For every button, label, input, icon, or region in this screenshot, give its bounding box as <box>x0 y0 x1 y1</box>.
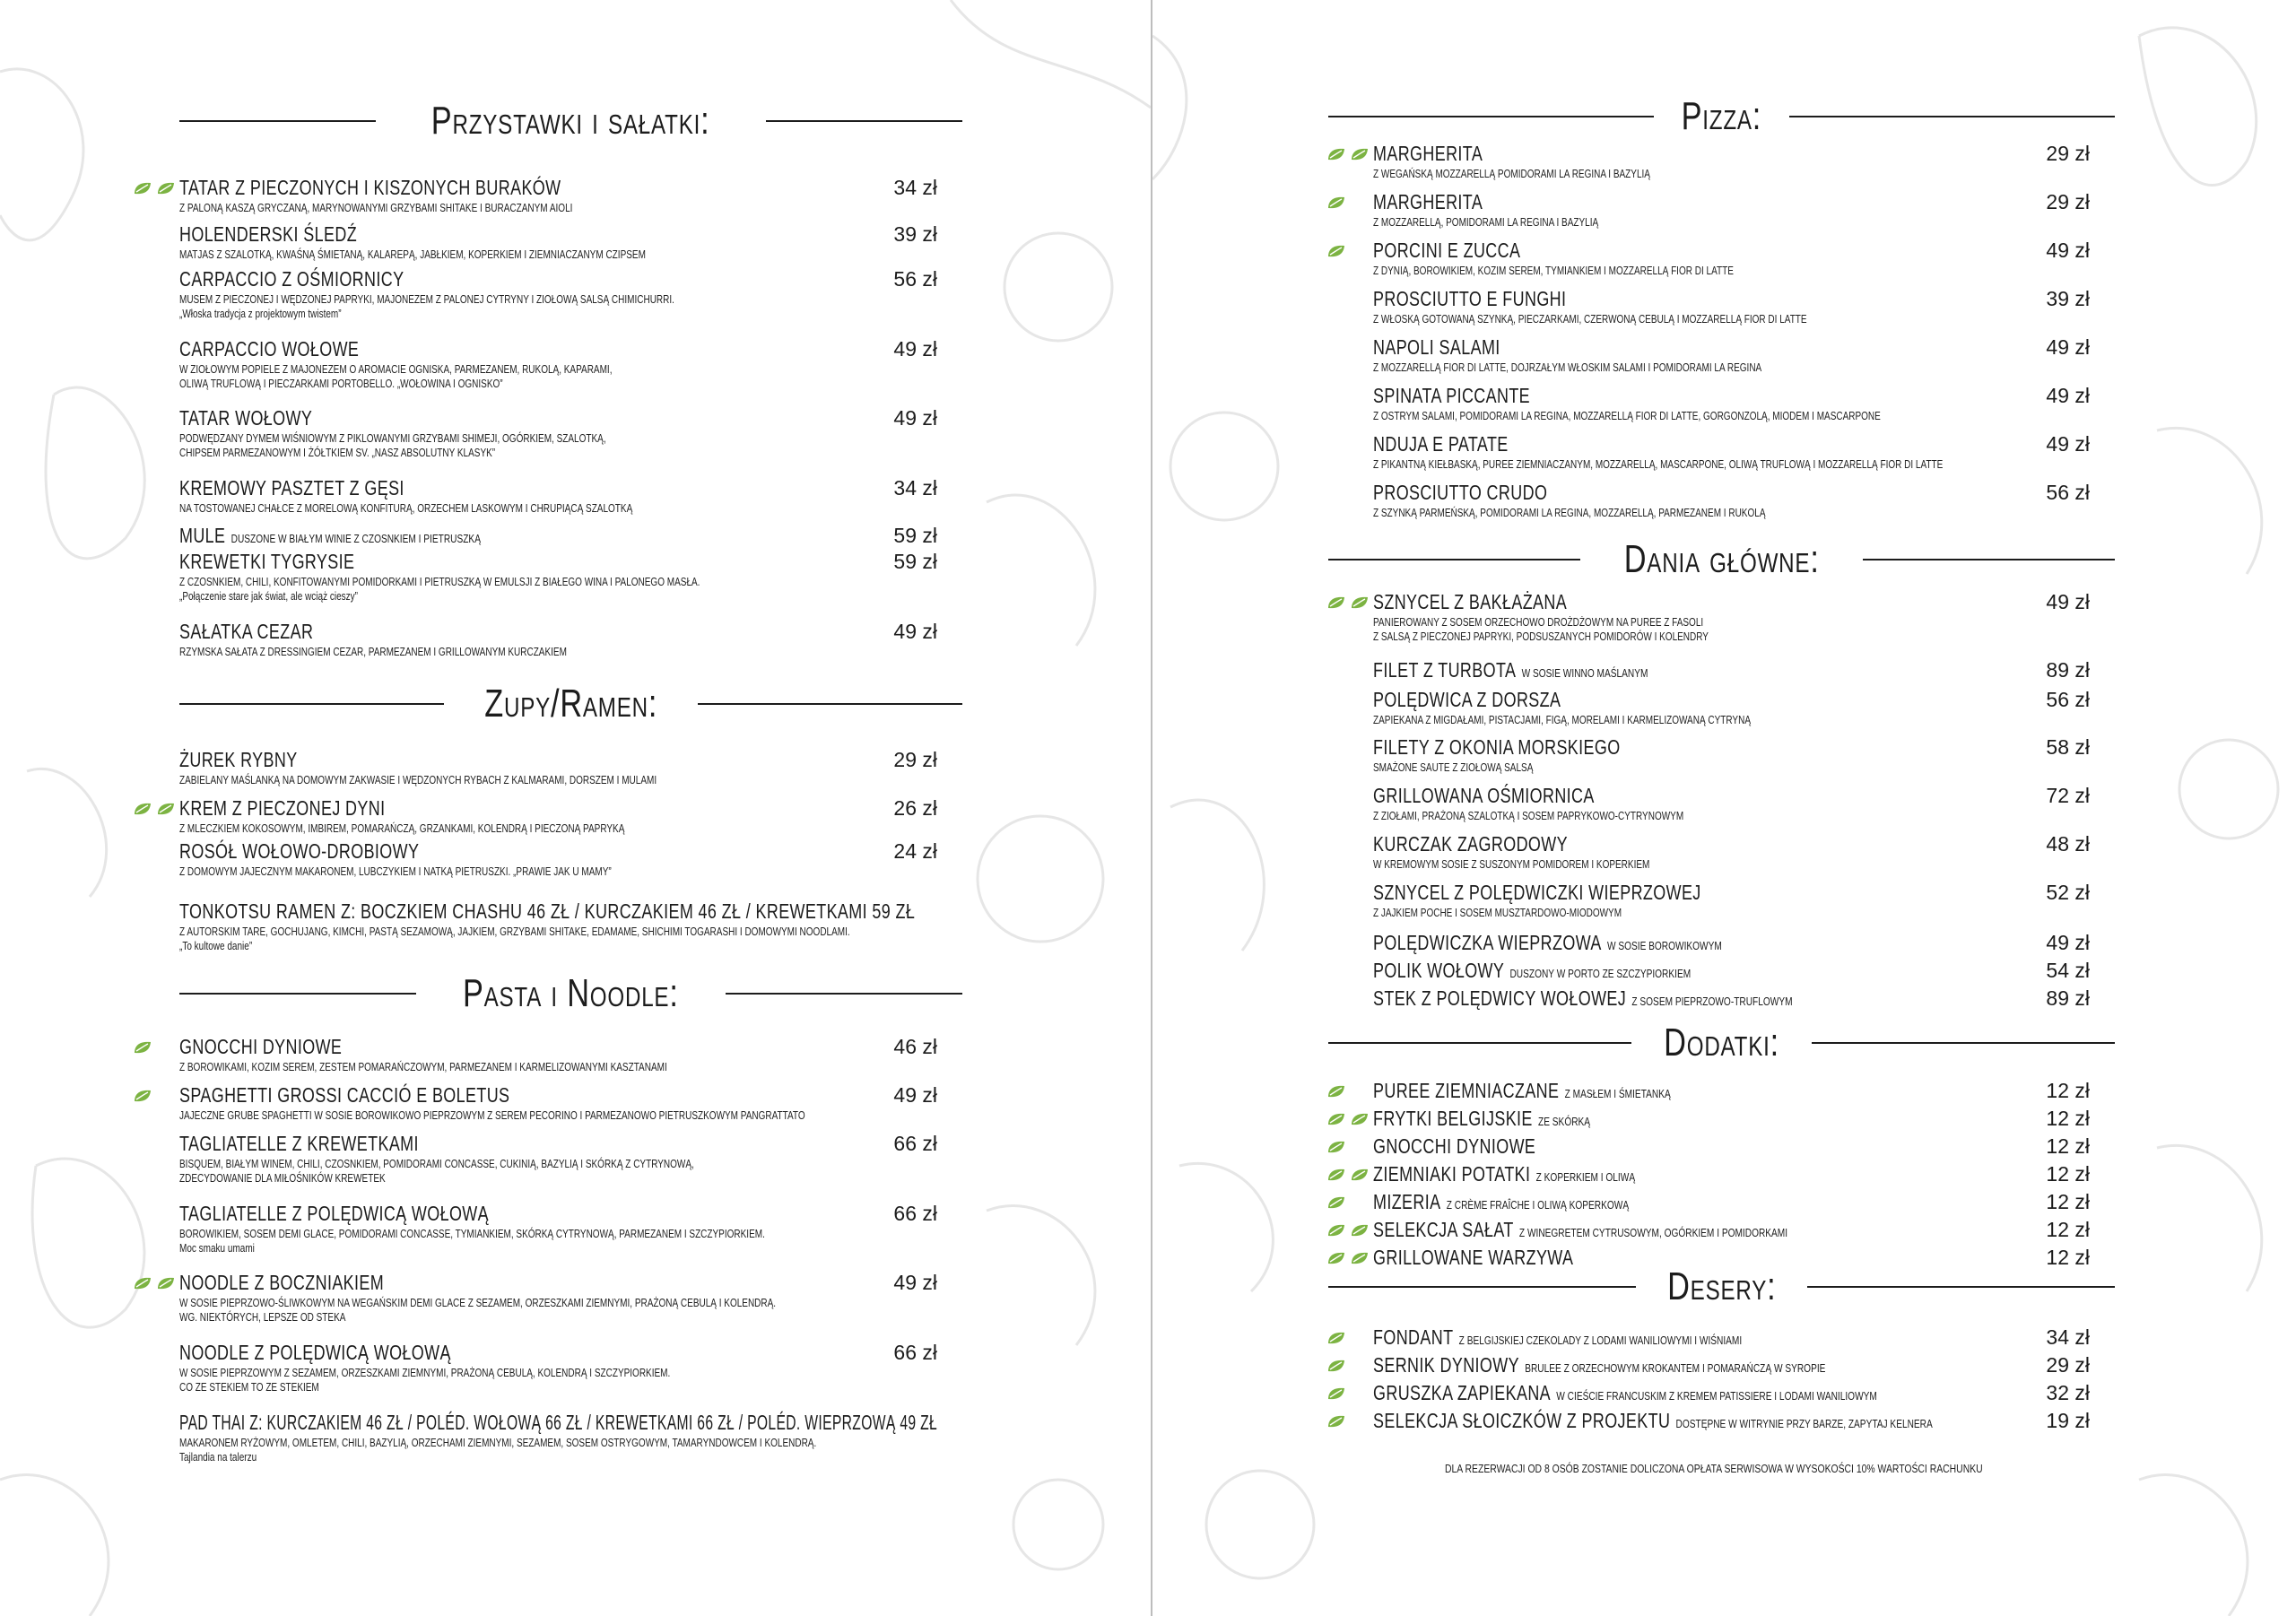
item-description: Z OSTRYM SALAMI, POMIDORAMI LA REGINA, MOZZARELLĄ FIOR DI LATTE, GORGONZOLĄ, MIODEM I MASCARPONE <box>1373 410 1881 422</box>
item-inline-description: BRULEE Z ORZECHOWYM KROKANTEM I POMARAŃCZĄ W SYROPIE <box>1525 1361 1826 1375</box>
section-heading <box>179 682 962 726</box>
item-price: 49 zł <box>893 337 937 361</box>
menu-item <box>1373 1353 2090 1378</box>
heading-rule-left <box>179 703 444 705</box>
menu-item <box>179 1132 937 1186</box>
item-price: 19 zł <box>2046 1409 2090 1432</box>
menu-item <box>1373 832 2090 872</box>
heading-rule-left <box>179 120 376 122</box>
item-name: ROSÓŁ WOŁOWO-DROBIOWY <box>179 839 420 863</box>
vegan-leaf-icon <box>1350 147 1370 161</box>
item-name: STEK Z POLĘDWICY WOŁOWEJ <box>1373 986 1627 1010</box>
vegan-leaf-icon <box>1326 1084 1346 1099</box>
item-description: ZABIELANY MAŚLANKĄ NA DOMOWYM ZAKWASIE I WĘDZONYCH RYBACH Z KALMARAMI, DORSZEM I MULAMI <box>179 774 657 786</box>
menu-item <box>1373 784 2090 823</box>
vegan-leaf-icon <box>1326 1386 1346 1401</box>
vegan-leaf-icon <box>133 1276 152 1290</box>
item-description: Z WEGAŃSKĄ MOZZARELLĄ POMIDORAMI LA REGINA I BAZYLIĄ <box>1373 168 1650 180</box>
item-inline-description: DOSTĘPNE W WITRYNIE PRZY BARZE, ZAPYTAJ KELNERA <box>1675 1417 1933 1430</box>
heading-rule-left <box>1328 559 1580 560</box>
item-price: 58 zł <box>2046 735 2090 759</box>
item-price: 32 zł <box>2046 1381 2090 1404</box>
vegan-leaf-icon <box>1326 195 1346 210</box>
item-price: 49 zł <box>2046 432 2090 456</box>
heading-rule-right <box>726 993 962 995</box>
item-price: 66 zł <box>893 1132 937 1155</box>
vegan-leaf-icon <box>1326 1195 1346 1210</box>
item-description: W SOSIE PIEPRZOWO-ŚLIWKOWYM NA WEGAŃSKIM DEMI GLACE Z SEZAMEM, ORZESZKAMI ZIEMNYMI, PRAŻONĄ CEBULĄ I KOLENDRĄ. <box>179 1297 777 1309</box>
item-description: BOROWIKIEM, SOSEM DEMI GLACE, POMIDORAMI CONCASSE, TYMIANKIEM, SKÓRKĄ CYTRYNOWĄ, PARMEZANEM I SZCZYPIORKIEM. <box>179 1228 765 1240</box>
item-price: 59 zł <box>893 550 937 573</box>
vegan-leaf-icon <box>1326 1414 1346 1429</box>
item-name: GRILLOWANE WARZYWA <box>1373 1246 1574 1269</box>
menu-item <box>179 476 937 516</box>
menu-item <box>179 620 937 659</box>
menu-item <box>1373 1134 2090 1160</box>
item-name: PAD THAI Z: KURCZAKIEM 46 ZŁ / POLÉD. WOŁOWĄ 66 ZŁ / KREWETKAMI 66 ZŁ / POLÉD. WIEPRZOWĄ 49 ZŁ <box>179 1411 938 1434</box>
section-title: Przystawki i sałatki: <box>431 99 710 143</box>
item-description: Z AUTORSKIM TARE, GOCHUJANG, KIMCHI, PASTĄ SEZAMOWĄ, JAJKIEM, GRZYBAMI SHITAKE, EDAMAME, SHICHIMI TOGARASHI I DOMOWYMI NOODLAMI. <box>179 925 850 938</box>
item-price: 12 zł <box>2046 1079 2090 1102</box>
item-description: Z BOROWIKAMI, KOZIM SEREM, ZESTEM POMARAŃCZOWYM, PARMEZANEM I KARMELIZOWANYMI KASZTANAMI <box>179 1061 667 1073</box>
section-title: Pizza: <box>1681 94 1762 138</box>
vegan-leaf-icon <box>1326 147 1346 161</box>
menu-item <box>1373 239 2090 278</box>
item-name: PROSCIUTTO E FUNGHI <box>1373 287 1567 310</box>
vegan-leaf-icon <box>1350 1168 1370 1182</box>
item-name: MIZERIA <box>1373 1190 1441 1213</box>
menu-item <box>1373 658 2090 683</box>
item-price: 29 zł <box>893 748 937 771</box>
vegan-leaf-icon <box>1326 1140 1346 1154</box>
item-description: MATJAS Z SZALOTKĄ, KWAŚNĄ ŚMIETANĄ, KALAREPĄ, JABŁKIEM, KOPERKIEM I ZIEMNIACZANYM CZIPSEM <box>179 248 646 261</box>
item-name: HOLENDERSKI ŚLEDŹ <box>179 222 358 246</box>
menu-item <box>1373 142 2090 181</box>
menu-item <box>1373 1218 2090 1243</box>
heading-rule-left <box>179 993 416 995</box>
item-price: 56 zł <box>2046 688 2090 711</box>
item-description: Z DOMOWYM JAJECZNYM MAKARONEM, LUBCZYKIEM I NATKĄ PIETRUSZKI. „PRAWIE JAK U MAMY” <box>179 865 612 878</box>
item-description: W KREMOWYM SOSIE Z SUSZONYM POMIDOREM I KOPERKIEM <box>1373 858 1650 871</box>
item-description: MUSEM Z PIECZONEJ I WĘDZONEJ PAPRYKI, MAJONEZEM Z PALONEJ CYTRYNY I ZIOŁOWĄ SALSĄ CHIMICHURRI. <box>179 293 674 306</box>
item-price: 49 zł <box>2046 931 2090 954</box>
item-price: 66 zł <box>893 1341 937 1364</box>
item-description: Z PIKANTNĄ KIEŁBASKĄ, PUREE ZIEMNIACZANYM, MOZZARELLĄ, MASCARPONE, OLIWĄ TRUFLOWĄ I MOZZARELLĄ FIOR DI LATTE <box>1373 458 1944 471</box>
menu-item <box>179 222 937 262</box>
menu-item <box>179 176 937 215</box>
item-name: SZNYCEL Z BAKŁAŻANA <box>1373 590 1568 613</box>
item-description: BISQUEM, BIAŁYM WINEM, CHILI, CZOSNKIEM, POMIDORAMI CONCASSE, CUKINIĄ, BAZYLIĄ I SKÓRKĄ Z CYTRYNOWĄ, <box>179 1158 694 1170</box>
heading-rule-right <box>1863 559 2115 560</box>
section-heading <box>1328 1264 2115 1309</box>
item-price: 48 zł <box>2046 832 2090 856</box>
item-description: CHIPSEM PARMEZANOWYM I ŻÓŁTKIEM SV. „NASZ ABSOLUTNY KLASYK” <box>179 447 496 459</box>
item-inline-description: Z KOPERKIEM I OLIWĄ <box>1535 1170 1636 1184</box>
item-name: SZNYCEL Z POLĘDWICZKI WIEPRZOWEJ <box>1373 881 1701 904</box>
item-price: 29 zł <box>2046 142 2090 165</box>
item-description: ZAPIEKANA Z MIGDAŁAMI, PISTACJAMI, FIGĄ, MORELAMI I KARMELIZOWANĄ CYTRYNĄ <box>1373 714 1751 726</box>
item-description: ZDECYDOWANIE DLA MIŁOŚNIKÓW KREWETEK <box>179 1172 386 1185</box>
item-inline-description: Z MASŁEM I ŚMIETANKĄ <box>1564 1087 1671 1100</box>
item-inline-description: Z CRÈME FRAÎCHE I OLIWĄ KOPERKOWĄ <box>1446 1198 1630 1212</box>
menu-item <box>179 748 937 787</box>
item-inline-description: W CIEŚCIE FRANCUSKIM Z KREMEM PATISSIERE I LODAMI WANILIOWYM <box>1556 1389 1877 1403</box>
vegan-leaf-icon <box>133 181 152 195</box>
menu-item <box>179 550 937 604</box>
item-name: SELEKCJA SAŁAT <box>1373 1218 1514 1241</box>
item-description: Z JAJKIEM POCHE I SOSEM MUSZTARDOWO-MIODOWYM <box>1373 907 1622 919</box>
item-note: Tajlandia na talerzu <box>179 1451 257 1464</box>
item-price: 12 zł <box>2046 1107 2090 1130</box>
service-fee-note: DLA REZERWACJI OD 8 OSÓB ZOSTANIE DOLICZONA OPŁATA SERWISOWA W WYSOKOŚCI 10% WARTOŚCI RACHUNKU <box>1445 1462 1983 1475</box>
item-inline-description: DUSZONY W PORTO ZE SZCZYPIORKIEM <box>1509 967 1692 980</box>
item-name: NAPOLI SALAMI <box>1373 335 1500 359</box>
vegan-leaf-icon <box>133 802 152 816</box>
heading-rule-left <box>1328 1042 1631 1044</box>
heading-rule-right <box>766 120 962 122</box>
item-name: FILETY Z OKONIA MORSKIEGO <box>1373 735 1621 759</box>
menu-item <box>1373 1190 2090 1215</box>
vegan-leaf-icon <box>133 1040 152 1055</box>
vegan-leaf-icon <box>1350 1223 1370 1238</box>
item-description: SMAŻONE SAUTE Z ZIOŁOWĄ SALSĄ <box>1373 761 1534 774</box>
vegan-leaf-icon <box>1326 595 1346 610</box>
item-price: 29 zł <box>2046 1353 2090 1377</box>
item-price: 54 zł <box>2046 959 2090 982</box>
item-price: 29 zł <box>2046 190 2090 213</box>
item-name: PORCINI E ZUCCA <box>1373 239 1521 262</box>
item-name: SPAGHETTI GROSSI CACCIÓ E BOLETUS <box>179 1083 510 1107</box>
menu-item <box>1373 1325 2090 1351</box>
item-price: 56 zł <box>2046 481 2090 504</box>
item-name: GRUSZKA ZAPIEKANA <box>1373 1381 1552 1404</box>
vegan-leaf-icon <box>1326 244 1346 258</box>
item-price: 34 zł <box>893 176 937 199</box>
item-description: Z SZYNKĄ PARMEŃSKĄ, POMIDORAMI LA REGINA, MOZZARELLĄ, PARMEZANEM I RUKOLĄ <box>1373 507 1766 519</box>
item-description: Z MOZZARELLĄ FIOR DI LATTE, DOJRZAŁYM WŁOSKIM SALAMI I POMIDORAMI LA REGINA <box>1373 361 1762 374</box>
vegan-leaf-icon <box>1326 1251 1346 1265</box>
menu-item <box>179 796 937 836</box>
item-description: OLIWĄ TRUFLOWĄ I PIECZARKAMI PORTOBELLO. „WOŁOWINA I OGNISKO” <box>179 378 503 390</box>
item-name: FILET Z TURBOTA <box>1373 658 1517 682</box>
item-name: KREM Z PIECZONEJ DYNI <box>179 796 386 820</box>
item-price: 46 zł <box>893 1035 937 1058</box>
item-price: 26 zł <box>893 796 937 820</box>
menu-item <box>179 1341 937 1394</box>
heading-rule-right <box>1807 1286 2115 1288</box>
item-name: SPINATA PICCANTE <box>1373 384 1531 407</box>
item-description: Z PALONĄ KASZĄ GRYCZANĄ, MARYNOWANYMI GRZYBAMI SHITAKE I BURACZANYM AIOLI <box>179 202 573 214</box>
item-description: CO ZE STEKIEM TO ZE STEKIEM <box>179 1381 319 1394</box>
item-name: NOODLE Z BOCZNIAKIEM <box>179 1271 385 1294</box>
menu-item <box>1373 1079 2090 1104</box>
menu-item <box>1373 1162 2090 1187</box>
menu-item <box>1373 931 2090 956</box>
item-name: MULE <box>179 524 226 547</box>
item-description: WG. NIEKTÓRYCH, LEPSZE OD STEKA <box>179 1311 346 1324</box>
section-heading <box>1328 1021 2115 1065</box>
item-name: KREMOWY PASZTET Z GĘSI <box>179 476 404 500</box>
menu-item <box>179 1035 937 1074</box>
section-heading <box>1328 94 2115 139</box>
section-title: Zupy/Ramen: <box>484 682 657 725</box>
item-price: 34 zł <box>893 476 937 500</box>
item-price: 24 zł <box>893 839 937 863</box>
section-heading <box>179 971 962 1016</box>
item-description: NA TOSTOWANEJ CHAŁCE Z MORELOWĄ KONFITURĄ, ORZECHEM LASKOWYM I CHRUPIĄCĄ SZALOTKĄ <box>179 502 633 515</box>
item-price: 49 zł <box>893 406 937 430</box>
item-price: 12 zł <box>2046 1162 2090 1186</box>
item-description: RZYMSKA SAŁATA Z DRESSINGIEM CEZAR, PARMEZANEM I GRILLOWANYM KURCZAKIEM <box>179 646 567 658</box>
heading-rule-right <box>1812 1042 2115 1044</box>
item-price: 66 zł <box>893 1202 937 1225</box>
item-inline-description: W SOSIE BOROWIKOWYM <box>1606 939 1722 952</box>
item-description: W SOSIE PIEPRZOWYM Z SEZAMEM, ORZESZKAMI ZIEMNYMI, PRAŻONĄ CEBULĄ, KOLENDRĄ I SZCZYPIORKIEM. <box>179 1367 671 1379</box>
menu-item <box>1373 1107 2090 1132</box>
menu-item <box>179 337 937 391</box>
menu-page-right <box>1152 0 2296 1616</box>
item-name: TATAR Z PIECZONYCH I KISZONYCH BURAKÓW <box>179 176 561 199</box>
section-title: Pasta i Noodle: <box>463 971 679 1015</box>
item-price: 12 zł <box>2046 1218 2090 1241</box>
item-price: 12 zł <box>2046 1246 2090 1269</box>
menu-item <box>179 406 937 460</box>
menu-item <box>1373 959 2090 984</box>
menu-item <box>1373 384 2090 423</box>
heading-rule-left <box>1328 1286 1636 1288</box>
menu-item <box>1373 432 2090 472</box>
item-price: 12 zł <box>2046 1134 2090 1158</box>
item-description: Z WŁOSKĄ GOTOWANĄ SZYNKĄ, PIECZARKAMI, CZERWONĄ CEBULĄ I MOZZARELLĄ FIOR DI LATTE <box>1373 313 1807 326</box>
item-description: Z MLECZKIEM KOKOSOWYM, IMBIREM, POMARAŃCZĄ, GRZANKAMI, KOLENDRĄ I PIECZONĄ PAPRYKĄ <box>179 822 625 835</box>
item-price: 59 zł <box>893 524 937 547</box>
menu-item <box>1373 335 2090 375</box>
item-name: TONKOTSU RAMEN Z: BOCZKIEM CHASHU 46 ZŁ / KURCZAKIEM 46 ZŁ / KREWETKAMI 59 ZŁ <box>179 899 916 923</box>
item-note: „Połączenie stare jak świat, ale wciąż cieszy” <box>179 590 358 603</box>
section-heading <box>1328 537 2115 582</box>
item-price: 49 zł <box>893 1083 937 1107</box>
menu-item <box>1373 481 2090 520</box>
menu-item <box>1373 688 2090 727</box>
item-price: 12 zł <box>2046 1190 2090 1213</box>
item-name: POLIK WOŁOWY <box>1373 959 1505 982</box>
item-description: MAKARONEM RYŻOWYM, OMLETEM, CHILI, BAZYLIĄ, ORZECHAMI ZIEMNYMI, SEZAMEM, SOSEM OSTRYGOWYM, TAMARYNDOWCEM I KOLENDRĄ. <box>179 1437 817 1449</box>
item-name: FRYTKI BELGIJSKIE <box>1373 1107 1533 1130</box>
menu-item <box>1373 287 2090 326</box>
item-name: FONDANT <box>1373 1325 1454 1349</box>
item-note: „To kultowe danie” <box>179 940 253 952</box>
item-description: PODWĘDZANY DYMEM WIŚNIOWYM Z PIKLOWANYMI GRZYBAMI SHIMEJI, OGÓRKIEM, SZALOTKĄ, <box>179 432 606 445</box>
vegan-leaf-icon <box>1326 1112 1346 1126</box>
item-price: 49 zł <box>2046 384 2090 407</box>
vegan-leaf-icon <box>1350 595 1370 610</box>
menu-item <box>1373 986 2090 1012</box>
item-name: KREWETKI TYGRYSIE <box>179 550 355 573</box>
section-title: Dania główne: <box>1623 537 1820 581</box>
item-name: KURCZAK ZAGRODOWY <box>1373 832 1568 856</box>
heading-rule-left <box>1328 116 1654 117</box>
item-price: 56 zł <box>893 267 937 291</box>
menu-item <box>1373 735 2090 775</box>
item-name: PROSCIUTTO CRUDO <box>1373 481 1548 504</box>
item-price: 34 zł <box>2046 1325 2090 1349</box>
item-name: SERNIK DYNIOWY <box>1373 1353 1519 1377</box>
menu-item <box>179 839 937 879</box>
item-description: Z CZOSNKIEM, CHILI, KONFITOWANYMI POMIDORKAMI I PIETRUSZKĄ W EMULSJI Z BIAŁEGO WINA I PALONEGO MASŁA. <box>179 576 700 588</box>
item-description: JAJECZNE GRUBE SPAGHETTI W SOSIE BOROWIKOWO PIEPRZOWYM Z SEREM PECORINO I PARMEZANOWO PIETRUSZKOWYM PANGRATTATO <box>179 1109 805 1122</box>
menu-item <box>179 899 937 953</box>
item-price: 49 zł <box>2046 590 2090 613</box>
vegan-leaf-icon <box>133 1089 152 1103</box>
vegan-leaf-icon <box>156 802 176 816</box>
vegan-leaf-icon <box>1326 1223 1346 1238</box>
menu-item <box>1373 881 2090 920</box>
heading-rule-right <box>1789 116 2115 117</box>
item-price: 49 zł <box>893 1271 937 1294</box>
item-name: MARGHERITA <box>1373 142 1483 165</box>
section-title: Desery: <box>1666 1264 1777 1308</box>
section-title: Dodatki: <box>1664 1021 1779 1064</box>
item-description: W ZIOŁOWYM POPIELE Z MAJONEZEM O AROMACIE OGNISKA, PARMEZANEM, RUKOLĄ, KAPARAMI, <box>179 363 613 376</box>
item-name: TAGLIATELLE Z POLĘDWICĄ WOŁOWĄ <box>179 1202 489 1225</box>
item-price: 89 zł <box>2046 658 2090 682</box>
item-description: Z MOZZARELLĄ, POMIDORAMI LA REGINA I BAZYLIĄ <box>1373 216 1599 229</box>
item-name: GRILLOWANA OŚMIORNICA <box>1373 784 1595 807</box>
vegan-leaf-icon <box>1326 1359 1346 1373</box>
item-price: 49 zł <box>2046 335 2090 359</box>
item-name: POLĘDWICZKA WIEPRZOWA <box>1373 931 1602 954</box>
item-name: NOODLE Z POLĘDWICĄ WOŁOWĄ <box>179 1341 451 1364</box>
menu-item <box>179 524 937 549</box>
item-name: SELEKCJA SŁOICZKÓW Z PROJEKTU <box>1373 1409 1671 1432</box>
item-name: GNOCCHI DYNIOWE <box>1373 1134 1536 1158</box>
item-price: 49 zł <box>893 620 937 643</box>
item-name: GNOCCHI DYNIOWE <box>179 1035 343 1058</box>
vegan-leaf-icon <box>156 1276 176 1290</box>
item-inline-description: Z SOSEM PIEPRZOWO-TRUFLOWYM <box>1631 995 1793 1008</box>
section-heading <box>179 99 962 143</box>
item-price: 39 zł <box>2046 287 2090 310</box>
item-name: CARPACCIO WOŁOWE <box>179 337 360 361</box>
item-price: 52 zł <box>2046 881 2090 904</box>
menu-item <box>179 1271 937 1325</box>
menu-item <box>179 1083 937 1123</box>
item-price: 49 zł <box>2046 239 2090 262</box>
menu-item <box>1373 190 2090 230</box>
item-name: CARPACCIO Z OŚMIORNICY <box>179 267 404 291</box>
menu-item <box>179 1202 937 1255</box>
item-name: SAŁATKA CEZAR <box>179 620 314 643</box>
heading-rule-right <box>698 703 962 705</box>
item-name: ZIEMNIAKI POTATKI <box>1373 1162 1531 1186</box>
item-inline-description: W SOSIE WINNO MAŚLANYM <box>1521 666 1648 680</box>
item-name: POLĘDWICA Z DORSZA <box>1373 688 1561 711</box>
menu-item <box>1373 1381 2090 1406</box>
item-description: Z SALSĄ Z PIECZONEJ PAPRYKI, PODSUSZANYCH POMIDORÓW I KOLENDRY <box>1373 630 1709 643</box>
item-name: MARGHERITA <box>1373 190 1483 213</box>
item-price: 89 zł <box>2046 986 2090 1010</box>
item-price: 72 zł <box>2046 784 2090 807</box>
item-inline-description: DUSZONE W BIAŁYM WINIE Z CZOSNKIEM I PIETRUSZKĄ <box>230 532 481 545</box>
menu-item <box>1373 590 2090 644</box>
vegan-leaf-icon <box>1350 1112 1370 1126</box>
item-name: PUREE ZIEMNIACZANE <box>1373 1079 1560 1102</box>
menu-item <box>179 1411 937 1464</box>
item-name: TATAR WOŁOWY <box>179 406 313 430</box>
item-note: Moc smaku umami <box>179 1242 255 1255</box>
item-inline-description: Z BELGIJSKIEJ CZEKOLADY Z LODAMI WANILIOWYMI I WIŚNIAMI <box>1458 1334 1743 1347</box>
item-name: ŻUREK RYBNY <box>179 748 298 771</box>
item-description: Z DYNIĄ, BOROWIKIEM, KOZIM SEREM, TYMIANKIEM I MOZZARELLĄ FIOR DI LATTE <box>1373 265 1734 277</box>
item-description: PANIEROWANY Z SOSEM ORZECHOWO DROŻDŻOWYM NA PUREE Z FASOLI <box>1373 616 1704 629</box>
menu-item <box>179 267 937 321</box>
vegan-leaf-icon <box>1326 1168 1346 1182</box>
item-note: „Włoska tradycja z projektowym twistem” <box>179 308 342 320</box>
vegan-leaf-icon <box>156 181 176 195</box>
item-inline-description: Z WINEGRETEM CYTRUSOWYM, OGÓRKIEM I POMIDORKAMI <box>1518 1226 1788 1239</box>
item-description: Z ZIOŁAMI, PRAŻONĄ SZALOTKĄ I SOSEM PAPRYKOWO-CYTRYNOWYM <box>1373 810 1684 822</box>
vegan-leaf-icon <box>1326 1331 1346 1345</box>
item-name: TAGLIATELLE Z KREWETKAMI <box>179 1132 419 1155</box>
item-price: 39 zł <box>893 222 937 246</box>
menu-item <box>1373 1409 2090 1434</box>
item-inline-description: ZE SKÓRKĄ <box>1538 1115 1591 1128</box>
item-name: NDUJA E PATATE <box>1373 432 1509 456</box>
vegan-leaf-icon <box>1350 1251 1370 1265</box>
